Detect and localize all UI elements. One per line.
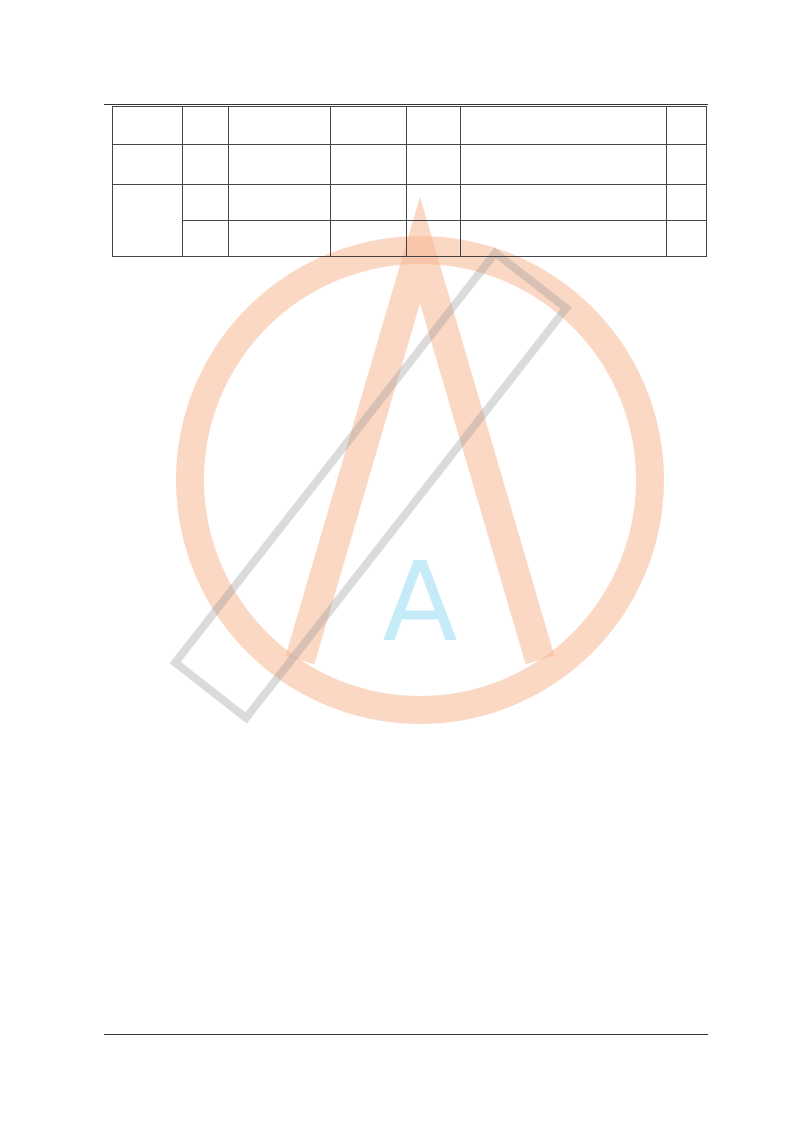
- cell-actual: [331, 221, 407, 257]
- footer-rule: [104, 1034, 708, 1035]
- cell-direction: [183, 185, 229, 221]
- table-row: [113, 145, 707, 185]
- table-row: [113, 185, 707, 221]
- col-header-result: [667, 107, 707, 145]
- col-header-direction: [183, 107, 229, 145]
- table-header-row: [113, 107, 707, 145]
- cell-adjacent: [229, 221, 331, 257]
- cell-result: [667, 185, 707, 221]
- cell-standard: [461, 221, 667, 257]
- cell-result: [667, 145, 707, 185]
- col-header-adjacent: [229, 107, 331, 145]
- cell-adjacent: [229, 185, 331, 221]
- cell-direction: [183, 145, 229, 185]
- cell-required: [407, 145, 461, 185]
- cell-standard: [461, 145, 667, 185]
- table-row: [113, 221, 707, 257]
- col-header-standard: [461, 107, 667, 145]
- cell-required: [407, 221, 461, 257]
- col-header-required: [407, 107, 461, 145]
- cell-building: [113, 185, 183, 257]
- cell-adjacent: [229, 145, 331, 185]
- col-header-building: [113, 107, 183, 145]
- cell-direction: [183, 221, 229, 257]
- cell-actual: [331, 185, 407, 221]
- cell-building: [113, 145, 183, 185]
- cell-required: [407, 185, 461, 221]
- col-header-actual: [331, 107, 407, 145]
- cell-actual: [331, 145, 407, 185]
- svg-text:A: A: [382, 538, 458, 666]
- cell-result: [667, 221, 707, 257]
- cell-standard: [461, 185, 667, 221]
- header-rule: [104, 104, 708, 105]
- table-body: [113, 145, 707, 257]
- fire-spacing-table: [112, 106, 707, 257]
